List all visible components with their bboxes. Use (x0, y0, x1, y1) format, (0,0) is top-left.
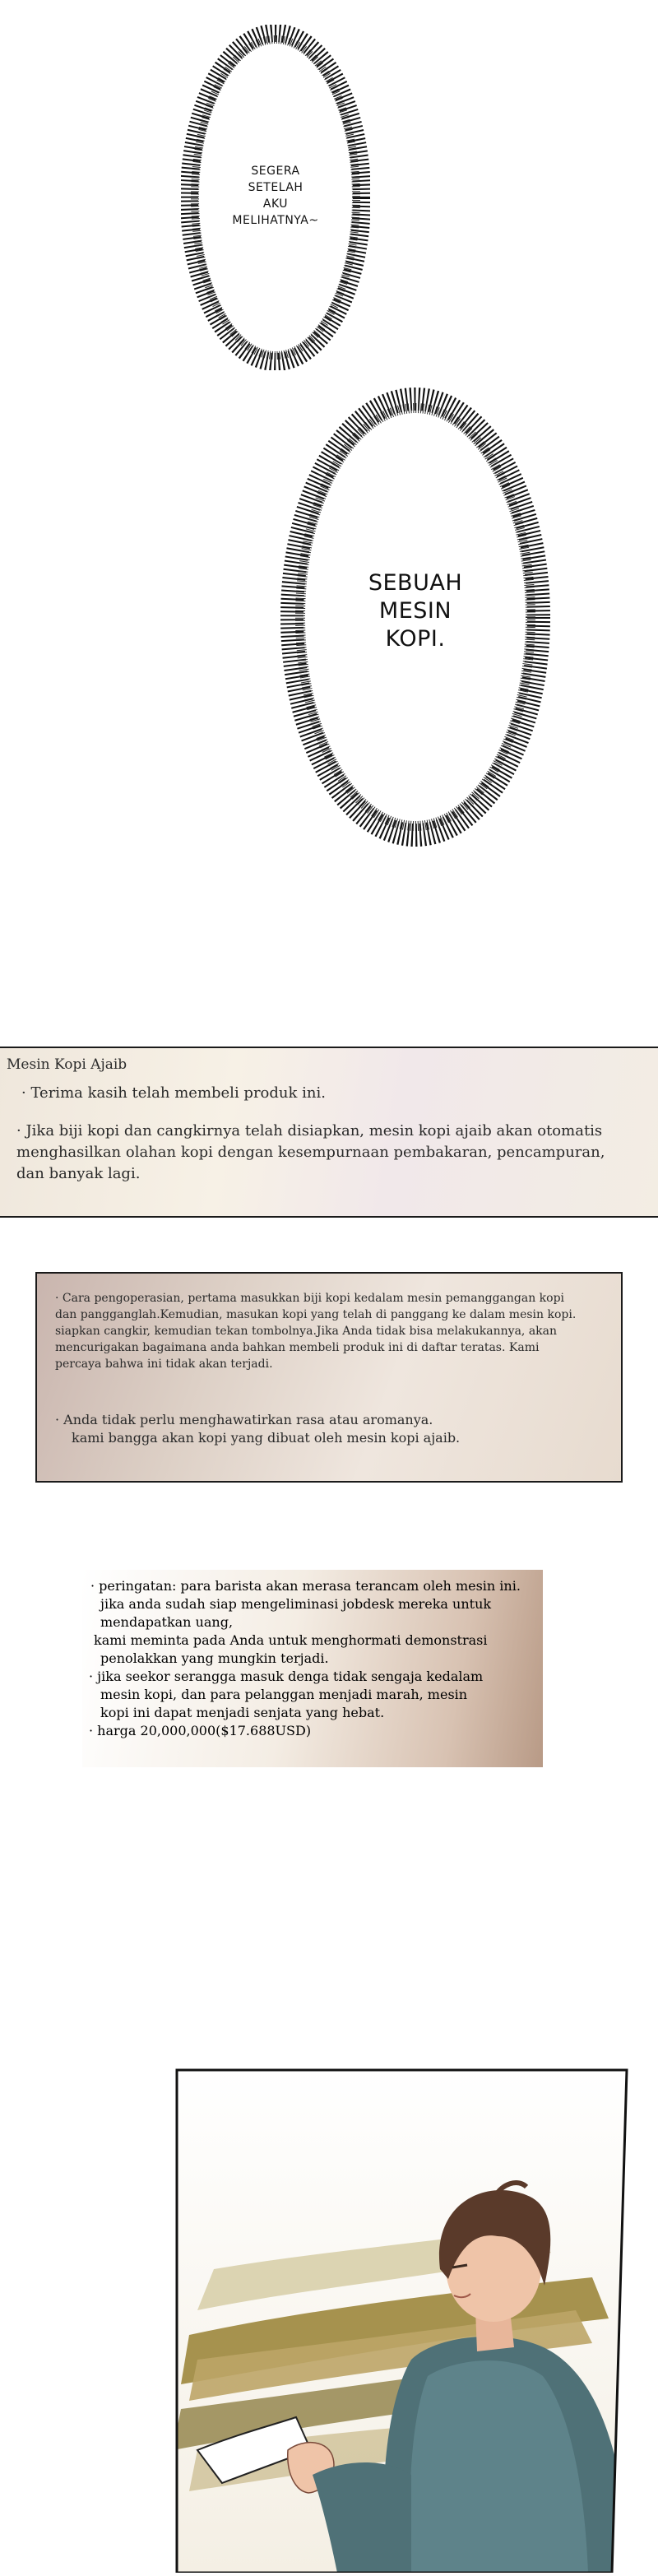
operation-line-6: · Anda tidak perlu menghawatirkan rasa atau aromanya. (55, 1412, 433, 1427)
operation-line-4: mencurigakan bagaimana anda bahkan membeli produk ini di daftar teratas. Kami (55, 1341, 540, 1354)
operation-line-1: · Cara pengoperasian, pertama masukkan biji kopi kedalam mesin pemanggangan kopi (55, 1292, 565, 1305)
warning-line-6: · jika seekor serangga masuk denga tidak sengaja kedalam (89, 1669, 484, 1684)
burst-1-line-4: MELIHATNYA~ (232, 214, 319, 227)
info-box-product (0, 1047, 658, 1218)
burst-2-line-3: KOPI. (385, 626, 446, 652)
warning-line-2: jika anda sudah siap mengeliminasi jobdesk mereka untuk (100, 1596, 492, 1612)
operation-line-3: siapkan cangkir, kemudian tekan tombolnya.Jika Anda tidak bisa melakukannya, akan (55, 1325, 558, 1338)
warning-line-1: · peringatan: para barista akan merasa terancam oleh mesin ini. (90, 1578, 521, 1594)
product-line-1: · Terima kasih telah membeli produk ini. (21, 1084, 326, 1102)
warning-line-4: kami meminta pada Anda untuk menghormati demonstrasi (94, 1632, 488, 1648)
warning-line-7: mesin kopi, dan para pelanggan menjadi marah, mesin (100, 1687, 468, 1702)
speech-burst-1 (181, 25, 370, 370)
burst-1-line-1: SEGERA (251, 165, 300, 178)
warning-line-8: kopi ini dapat menjadi senjata yang hebat. (100, 1705, 385, 1720)
burst-1-line-3: AKU (262, 197, 289, 211)
burst-2-line-2: MESIN (378, 598, 452, 624)
operation-line-2: dan pangganglah.Kemudian, masukan kopi yang telah di panggang ke dalam mesin kopi. (55, 1308, 577, 1321)
product-title: Mesin Kopi Ajaib (7, 1056, 127, 1073)
product-line-4: dan banyak lagi. (16, 1165, 141, 1182)
operation-line-7: kami bangga akan kopi yang dibuat oleh mesin kopi ajaib. (72, 1430, 461, 1446)
speech-burst-2 (280, 387, 551, 847)
warning-line-3: mendapatkan uang, (100, 1614, 234, 1630)
info-box-operation (35, 1272, 623, 1483)
product-line-3: menghasilkan olahan kopi dengan kesempurnaan pembakaran, pencampuran, (16, 1144, 605, 1161)
info-box-warning (82, 1570, 543, 1767)
burst-2-line-1: SEBUAH (368, 570, 463, 596)
panel-illustration (164, 2063, 629, 2573)
burst-1-line-2: SETELAH (248, 181, 304, 194)
warning-line-9: · harga 20,000,000($17.688USD) (89, 1723, 312, 1738)
operation-line-5: percaya bahwa ini tidak akan terjadi. (55, 1358, 273, 1371)
product-line-2: · Jika biji kopi dan cangkirnya telah disiapkan, mesin kopi ajaib akan otomatis (16, 1122, 603, 1139)
warning-line-5: penolakkan yang mungkin terjadi. (100, 1650, 329, 1666)
comic-panel-character (164, 2063, 629, 2573)
